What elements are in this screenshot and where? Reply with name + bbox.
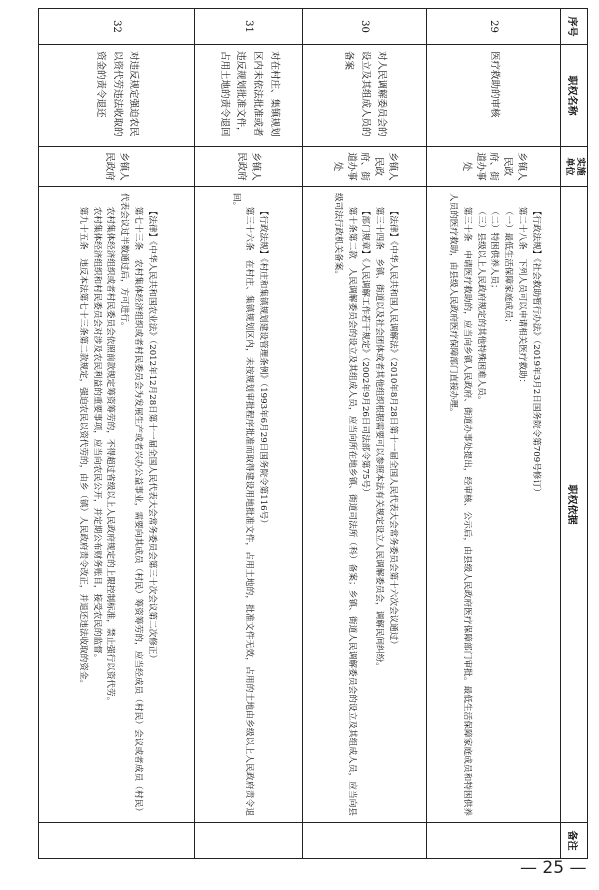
table-row — [427, 9, 561, 859]
basis-paragraph: 农村集体经济组织和村民委员会对涉及农民利益的重要事项，应当向农民公开，并定期公布财务账目，接受农民的监督。 — [91, 206, 102, 663]
basis-paragraph: 农村集体经济组织或者村民委员会依照前款规定筹资筹劳的，不得超过省级以上人民政府规定的上限控制标准，禁止强行以资代劳。 — [105, 206, 116, 706]
header-no: 序号 — [561, 9, 588, 45]
duty-name: 对人民调解委员会的设立及其组成人员的备案 — [303, 45, 427, 147]
note-cell — [427, 823, 561, 859]
row-number: 30 — [303, 9, 427, 45]
header-note: 备注 — [561, 823, 588, 859]
implementing-unit: 乡镇人民政府、街道办事处 — [303, 147, 427, 187]
basis-paragraph: （一）最低生活保障家庭成员； — [503, 206, 514, 328]
header-name: 职权名称 — [561, 45, 588, 147]
table-row — [39, 9, 195, 859]
basis-paragraph: 第九十五条 违反本法第七十三条第二款规定，强迫农民以资代劳的，由乡（镇）人民政府责令改正，并退还违法收取的资金。 — [77, 206, 88, 689]
basis-paragraph: 第二十八条 下列人员可以申请相关医疗救助： — [517, 206, 528, 388]
header-basis: 职权依据 — [561, 187, 588, 823]
note-cell — [39, 823, 195, 859]
duties-table — [38, 8, 588, 859]
implementing-unit: 乡镇人民政府、街道办事处 — [427, 147, 561, 187]
legal-basis — [39, 187, 195, 823]
basis-paragraph: 【行政法规】《社会救助暂行办法》（2019年3月2日国务院令第709号修订） — [531, 206, 542, 497]
basis-paragraph: 【部门规章】《人民调解工作若干规定》（2002年9月26日司法部令第75号） — [360, 206, 371, 497]
basis-paragraph: 【法律】《中华人民共和国人民调解法》（2010年8月28日第十一届全国人民代表大会常务委员会第十六次会议通过） — [388, 206, 399, 649]
legal-basis — [303, 187, 427, 823]
basis-paragraph: 第三十四条 乡镇、街道以及社会团体或者其他组织根据需要可以参照本法有关规定设立人民调解委员会，调解民间纠纷。 — [374, 206, 385, 671]
table-row — [195, 9, 303, 859]
row-number: 29 — [427, 9, 561, 45]
basis-paragraph: （二）特困供养人员； — [489, 206, 500, 293]
duty-name: 对在村庄、集镇规划区内未依法批准或者违反规划批准文件，占用土地的责令退回 — [195, 45, 303, 147]
basis-paragraph: 第十条第二款 人民调解委员会的设立及其组成人员，应当向所在地乡镇、街道司法所（科）备案；乡镇、街道人民调解委员会的设立及其组成人员，应当向县级司法行政机关备案。 — [332, 193, 357, 816]
duty-name: 对违反规定强迫农民以资代劳违法收取的资金的责令退还 — [39, 45, 195, 147]
header-unit-line2: 单位 — [564, 157, 574, 176]
implementing-unit: 乡镇人民政府 — [195, 147, 303, 187]
table-header-row — [561, 9, 588, 859]
legal-basis — [195, 187, 303, 823]
basis-paragraph: 【行政法规】《村庄和集镇规划建设管理条例》（1993年6月29日国务院令第116号） — [258, 206, 269, 528]
page-number: — 25 — — [520, 858, 587, 878]
basis-paragraph: （三）县级以上人民政府规定的其他特殊困难人员。 — [475, 206, 486, 405]
basis-paragraph: 第三十六条 在村庄、集镇规划区内，未按规划审批程序批准而取得建设用地批准文件，占用土地的，批准文件无效，占用的土地由乡级以上人民政府责令退回。 — [230, 193, 255, 816]
duty-name: 医疗救助的审核 — [427, 45, 561, 147]
table-row — [303, 9, 427, 859]
note-cell — [303, 823, 427, 859]
basis-paragraph: 【法律】《中华人民共和国农业法》（2012年12月28日第十一届全国人民代表大会常务委员会第三十次会议第二次修正） — [147, 206, 158, 663]
implementing-unit: 乡镇人民政府 — [39, 147, 195, 187]
row-number: 32 — [39, 9, 195, 45]
header-unit-line1: 实施 — [574, 157, 585, 176]
rotated-page — [28, 8, 588, 858]
note-cell — [195, 823, 303, 859]
basis-paragraph: 第七十三条 农村集体经济组织或者村民委员会为发展生产或者兴办公益事业，需要向其成员（村民）筹资筹劳的，应当经成员（村民）会议或者成员（村民）代表会议过半数通过后，方可进行。 — [119, 193, 144, 816]
header-unit — [561, 147, 588, 187]
row-number: 31 — [195, 9, 303, 45]
legal-basis — [427, 187, 561, 823]
basis-paragraph: 第三十条 申请医疗救助的，应当向乡镇人民政府、街道办事处提出，经审核、公示后，由县级人民政府医疗保障部门审批。最低生活保障家庭成员和特困供养人员的医疗救助，由县级人民政府医疗保障部门直接办理。 — [447, 193, 472, 816]
